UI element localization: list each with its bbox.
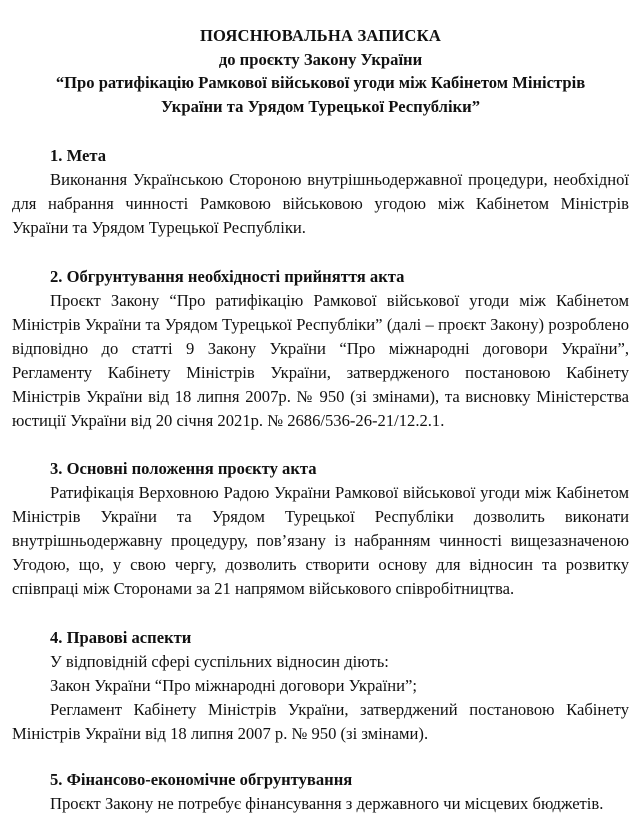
section-body: Виконання Українською Стороною внутрішньодержавної процедури, необхідної для набрання чинності Рамковою військовою угодою між Кабінетом Міністрів України та Урядом Турецької Республіки. (12, 170, 629, 237)
section-justification (12, 265, 629, 433)
section-purpose (12, 144, 629, 240)
section-line: Закон України “Про міжнародні договори України”; (50, 676, 417, 695)
section-title: 4. Правові аспекти (50, 628, 192, 647)
section-body: Проєкт Закону “Про ратифікацію Рамкової військової угоди між Кабінетом Міністрів України та Урядом Турецької Республіки” (далі – проєкт Закону) розроблено відповідно до статті 9 Закону України “Про міжнародні договори України”, Регламенту Кабінету Міністрів України, затвердженого постановою Кабінету Міністрів України від 18 липня 2007р. № 950 (зі змінами), та висновку Міністерства юстиції України від 20 січня 2021р. № 2686/536-26-21/12.2.1. (12, 291, 629, 430)
section-main-provisions (12, 457, 629, 601)
document-subtitle: до проєкту Закону України (218, 49, 423, 69)
document-header (12, 24, 629, 118)
law-name-line-1: “Про ратифікацію Рамкової військової угоди між Кабінетом Міністрів (55, 73, 586, 92)
section-title: 1. Мета (50, 146, 107, 165)
section-body: Проєкт Закону не потребує фінансування з державного чи місцевих бюджетів. (50, 794, 604, 813)
section-title: 3. Основні положення проєкту акта (50, 459, 317, 478)
section-line: У відповідній сфері суспільних відносин діють: (50, 652, 389, 671)
section-body: Ратифікація Верховною Радою України Рамкової військової угоди між Кабінетом Міністрів України та Урядом Турецької Республіки дозволить виконати внутрішньодержавну процедуру, пов’язану із набранням чинності вищезазначеною Угодою, що, у свою чергу, дозволить створити основу для відносин та розвитку співпраці між Сторонами за 21 напрямом військового співробітництва. (12, 483, 629, 598)
section-title: 5. Фінансово-економічне обгрунтування (50, 770, 353, 789)
law-name-line-2: України та Урядом Турецької Республіки” (160, 96, 480, 116)
section-financial (12, 768, 629, 816)
document-title: ПОЯСНЮВАЛЬНА ЗАПИСКА (199, 26, 442, 45)
section-legal-aspects (12, 626, 629, 746)
section-body: Регламент Кабінету Міністрів України, затверджений постановою Кабінету Міністрів України від 18 липня 2007 р. № 950 (зі змінами). (12, 700, 629, 743)
section-title: 2. Обгрунтування необхідності прийняття акта (50, 267, 405, 286)
